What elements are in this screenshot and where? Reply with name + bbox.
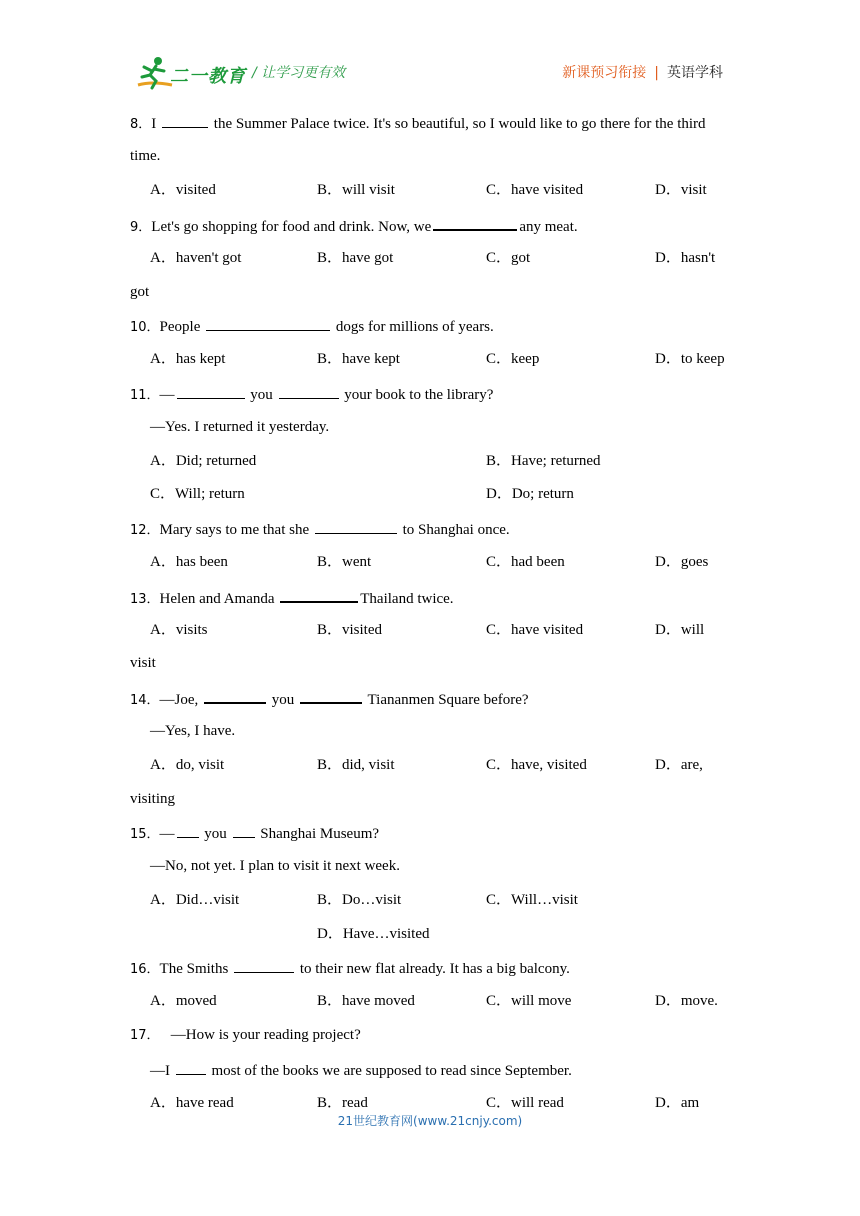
option-d: D．visit [655, 182, 707, 198]
option-c: C．have visited [486, 622, 584, 638]
option-a: A．have read [150, 1095, 234, 1111]
answer-blank [204, 687, 266, 704]
answer-blank [176, 1059, 206, 1075]
option-a: A．Did…visit [150, 892, 240, 908]
page-footer: 21世纪教育网(www.21cnjy.com) [337, 1114, 523, 1128]
option-d-continued: got [130, 284, 150, 300]
answer-blank [177, 822, 199, 838]
option-b: B．visited [317, 622, 383, 638]
option-d: D．hasn't [655, 250, 716, 266]
option-d-continued: visiting [130, 791, 176, 807]
option-b: B．went [317, 554, 372, 570]
question-8-continued: time. [130, 148, 161, 164]
answer-blank [433, 214, 517, 231]
option-b: B．will visit [317, 182, 395, 198]
option-a: A．has been [150, 554, 228, 570]
option-b: B．have moved [317, 993, 415, 1009]
course-label: 新课预习衔接 [562, 65, 647, 81]
header-course-info [562, 62, 723, 82]
option-b: B．Have; returned [486, 453, 601, 469]
option-c: C．will read [486, 1095, 564, 1111]
header-separator: | [654, 65, 659, 81]
logo-text: 二一教育 [170, 66, 246, 87]
question-14: 14．—Joe, you Tiananmen Square before? [130, 687, 529, 711]
answer-blank [233, 822, 255, 838]
option-c: C．have, visited [486, 757, 587, 773]
question-15: 15．— you Shanghai Museum? [130, 822, 379, 845]
option-d: D．goes [655, 554, 709, 570]
option-b: B．read [317, 1095, 368, 1111]
question-9: 9．Let's go shopping for food and drink. Now, we any meat. [130, 214, 578, 238]
option-c: C．will move [486, 993, 572, 1009]
question-14-reply: —Yes, I have. [150, 723, 236, 739]
slogan: / 让学习更有效 [252, 65, 346, 81]
option-a: A．visited [150, 182, 216, 198]
answer-blank [315, 518, 397, 534]
question-11-reply: —Yes. I returned it yesterday. [150, 419, 330, 435]
option-b: B．did, visit [317, 757, 395, 773]
option-b: B．have kept [317, 351, 400, 367]
option-d: D．am [655, 1095, 700, 1111]
option-c: C．had been [486, 554, 565, 570]
option-d: D．move. [655, 993, 718, 1009]
answer-blank [206, 315, 330, 331]
answer-blank [162, 112, 208, 128]
option-d: D．will [655, 622, 705, 638]
option-d: D．Have…visited [317, 926, 430, 942]
option-c: C．got [486, 250, 531, 266]
subject-label: 英语学科 [667, 65, 723, 81]
option-d: D．are, [655, 757, 703, 773]
option-c: C．keep [486, 351, 540, 367]
question-12: 12．Mary says to me that she to Shanghai once. [130, 518, 510, 541]
option-d-continued: visit [130, 655, 156, 671]
option-a: A．visits [150, 622, 208, 638]
page-header [0, 0, 860, 100]
option-a: A．moved [150, 993, 217, 1009]
option-a: A．Did; returned [150, 453, 257, 469]
question-17-reply: —I most of the books we are supposed to read since September. [150, 1059, 572, 1081]
answer-blank [279, 383, 339, 399]
question-15-reply: —No, not yet. I plan to visit it next week. [150, 858, 400, 874]
option-a: A．has kept [150, 351, 226, 367]
answer-blank [234, 957, 294, 973]
question-17: 17． —How is your reading project? [130, 1027, 361, 1043]
question-16: 16．The Smiths to their new flat already. It has a big balcony. [130, 957, 570, 980]
option-b: B．have got [317, 250, 394, 266]
question-8: 8．I the Summer Palace twice. It's so beautiful, so I would like to go there for the third [130, 112, 706, 135]
answer-blank [177, 383, 245, 399]
answer-blank [300, 687, 362, 704]
option-d: D．to keep [655, 351, 725, 367]
option-a: A．do, visit [150, 757, 225, 773]
question-13: 13．Helen and Amanda Thailand twice. [130, 586, 454, 610]
option-b: B．Do…visit [317, 892, 402, 908]
question-10: 10．People dogs for millions of years. [130, 315, 494, 338]
option-a: A．haven't got [150, 250, 242, 266]
option-d: D．Do; return [486, 486, 574, 502]
answer-blank [280, 586, 358, 603]
option-c: C．have visited [486, 182, 584, 198]
question-11: 11．— you your book to the library? [130, 383, 493, 406]
option-c: C．Will; return [150, 486, 245, 502]
option-c: C．Will…visit [486, 892, 578, 908]
